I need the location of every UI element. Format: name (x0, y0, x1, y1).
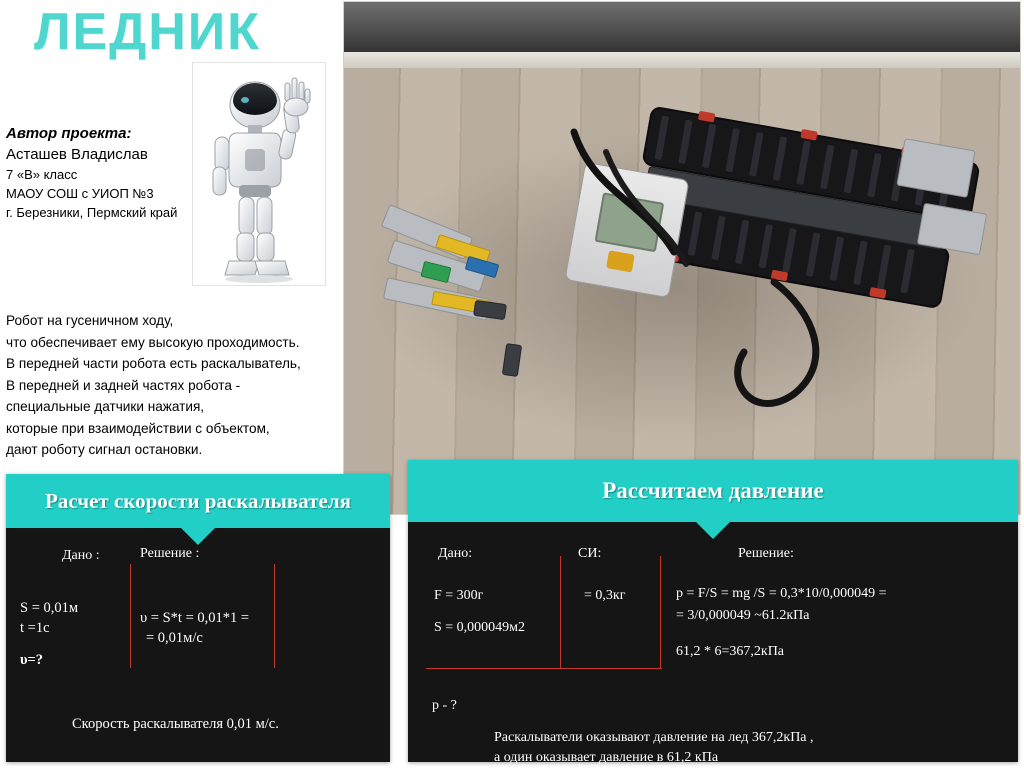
speed-card-title: Расчет скорости раскалывателя (6, 474, 390, 528)
speed-calculation-card (6, 474, 390, 762)
speed-solution-line: υ = S*t = 0,01*1 = (140, 610, 250, 626)
pressure-solution-line: p = F/S = mg /S = 0,3*10/0,000049 = (676, 586, 887, 601)
pressure-conclusion-line: а один оказывает давление в 61,2 кПа (494, 750, 719, 765)
page-title: ЛЕДНИК (34, 3, 261, 61)
divider-vertical (560, 556, 561, 668)
pressure-question: p - ? (432, 698, 457, 713)
divider-vertical-2 (660, 556, 661, 668)
pressure-given-line: S = 0,000049м2 (434, 620, 526, 635)
description-line: В передней и задней частях робота - (6, 377, 241, 393)
pressure-solution-line: = 3/0,000049 ~61.2кПа (676, 608, 810, 623)
description-line: Робот на гусеничном ходу, (6, 313, 174, 328)
divider-vertical (130, 564, 131, 668)
speed-given-line: t =1с (20, 620, 50, 636)
speed-given-line: S = 0,01м (20, 600, 79, 616)
pressure-solution-label: Решение: (738, 546, 794, 561)
robot-description (6, 310, 354, 461)
author-label: Автор проекта: (6, 125, 132, 142)
description-line: В передней части робота есть раскалыватель, (6, 356, 301, 371)
pressure-si-label: СИ: (578, 546, 602, 561)
author-school: МАОУ СОШ с УИОП №3 (6, 186, 154, 201)
description-line: что обеспечивает ему высокую проходимость. (6, 334, 300, 350)
robot-cables (344, 2, 1020, 514)
description-line: которые при взаимодействии с объектом, (6, 420, 270, 436)
speed-solution-line: = 0,01м/с (146, 630, 203, 646)
divider-vertical-2 (274, 564, 275, 668)
pressure-given-label: Дано: (438, 546, 473, 561)
pressure-conclusion-line: Раскалыватели оказывают давление на лед 367,2кПа , (494, 730, 814, 745)
pressure-card-title: Рассчитаем давление (408, 460, 1018, 522)
pressure-card-body (408, 522, 1018, 765)
speed-given-label: Дано : (62, 548, 100, 563)
author-block (6, 124, 206, 222)
divider-horizontal (426, 668, 662, 669)
speed-result: Скорость раскалывателя 0,01 м/с. (72, 716, 279, 732)
author-name: Асташев Владислав (6, 146, 148, 163)
pressure-calculation-card (408, 460, 1018, 765)
description-line: дают роботу сигнал остановки. (6, 442, 203, 457)
description-line: специальные датчики нажатия, (6, 399, 205, 414)
author-grade: 7 «В» класс (6, 167, 78, 182)
pressure-given-line: F = 300г (434, 588, 484, 603)
speed-solution-label: Решение : (140, 546, 200, 561)
speed-given-line: υ=? (20, 652, 44, 668)
lego-robot-photo (344, 2, 1020, 514)
humanoid-robot-illustration (192, 62, 326, 286)
author-city: г. Березники, Пермский край (6, 205, 178, 220)
pressure-solution-line: 61,2 * 6=367,2кПа (676, 644, 785, 659)
pressure-si-value: = 0,3кг (584, 588, 626, 603)
speed-card-body (6, 528, 390, 762)
